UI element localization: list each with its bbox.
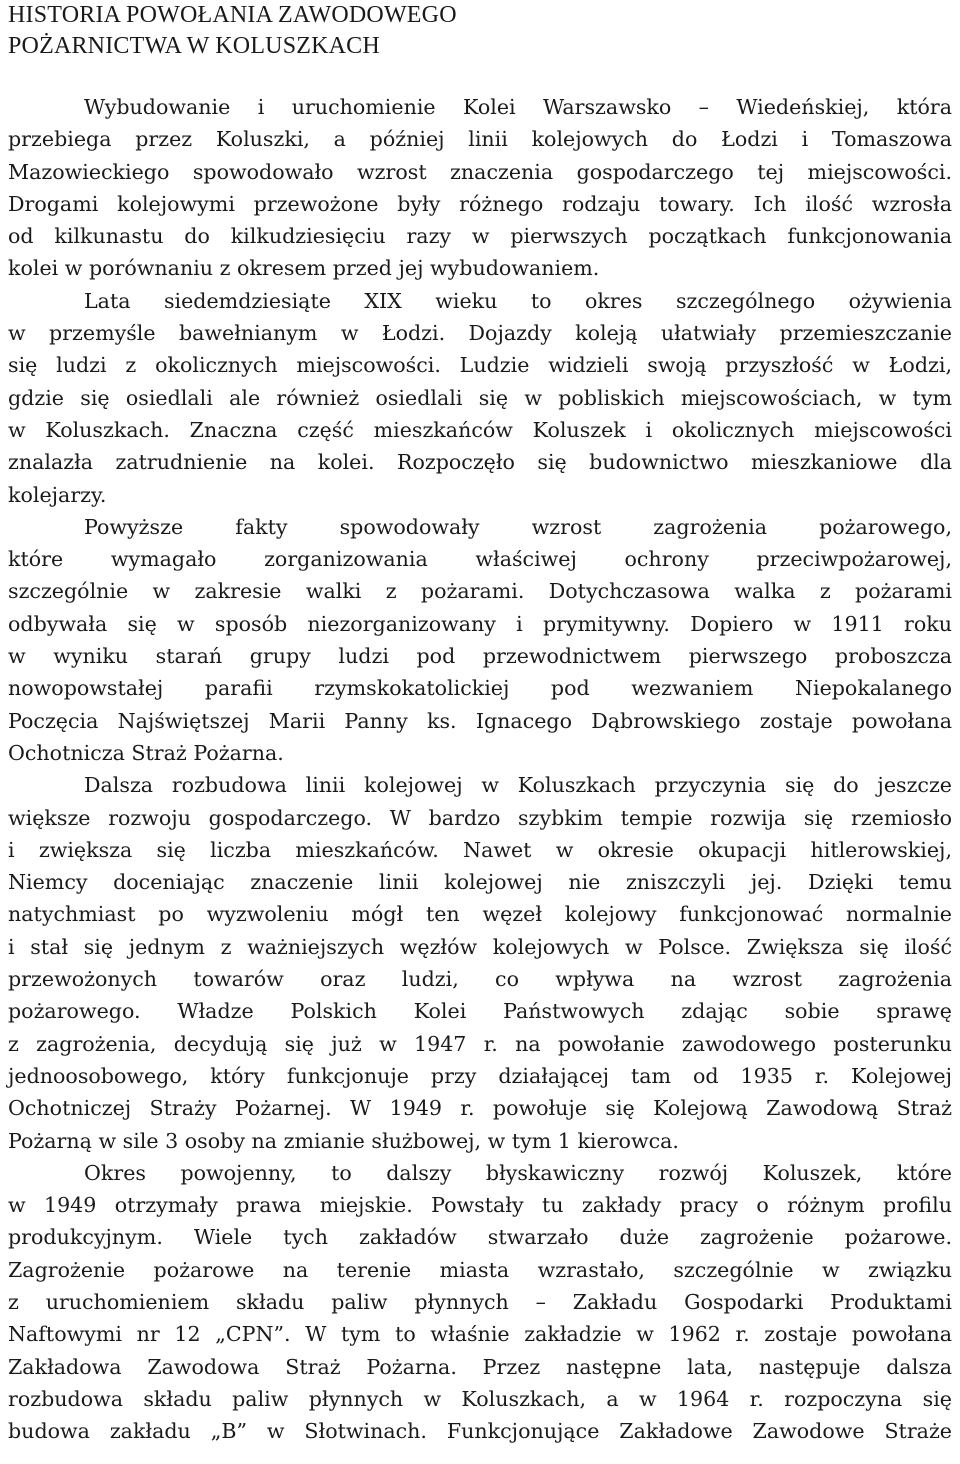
- text-line: z uruchomieniem składu paliw płynnych – Zakładu Gospodarki Produktami: [8, 1289, 952, 1314]
- text-line: [8, 188, 952, 220]
- text-line-part: Drogami kolejowymi przewożone były różnego rodzaju towary.: [8, 191, 754, 216]
- text-line: w przemyśle bawełnianym w Łodzi. Dojazdy koleją ułatwiały przemieszczanie: [8, 321, 952, 346]
- text-line: Zagrożenie pożarowe na terenie miasta wzrastało, szczególnie w związku: [8, 1257, 952, 1282]
- text-line: Lata siedemdziesiąte XIX wieku to okres szczególnego ożywienia: [84, 288, 952, 313]
- text-line: znalazła zatrudnienie na kolei. Rozpoczęło się budownictwo mieszkaniowe dla: [8, 450, 952, 475]
- text-line: Naftowymi nr 12 „CPN”. W tym to właśnie zakładzie w 1962 r. zostaje powołana: [8, 1322, 952, 1347]
- text-line: Pożarną w sile 3 osoby na zmianie służbowej, w tym 1 kierowca.: [8, 1128, 679, 1153]
- text-line: przebiega przez Koluszki, a później linii kolejowych do Łodzi i Tomaszowa: [8, 127, 952, 152]
- text-line: w wyniku starań grupy ludzi pod przewodnictwem pierwszego proboszcza: [8, 644, 952, 669]
- text-line: jednoosobowego, który funkcjonuje przy działającej tam od 1935 r. Kolejowej: [8, 1063, 952, 1088]
- document-title: [8, 0, 952, 62]
- text-line: w 1949 otrzymały prawa miejskie. Powstały tu zakłady pracy o różnym profilu: [8, 1193, 952, 1218]
- text-line: od kilkunastu do kilkudziesięciu razy w pierwszych początkach funkcjonowania: [8, 224, 952, 249]
- title-line-1: HISTORIA POWOŁANIA ZAWODOWEGO: [8, 2, 457, 28]
- text-line: gdzie się osiedlali ale również osiedlali się w pobliskich miejscowościach, w tym: [8, 385, 952, 410]
- text-line: i stał się jednym z ważniejszych węzłów kolejowych w Polsce. Zwiększa się ilość: [8, 934, 952, 959]
- text-line: odbywała się w sposób niezorganizowany i prymitywny. Dopiero w 1911 roku: [8, 611, 952, 636]
- text-line: Powyższe fakty spowodowały wzrost zagrożenia pożarowego,: [84, 514, 952, 539]
- text-line: większe rozwoju gospodarczego. W bardzo szybkim tempie rozwija się rzemiosło: [8, 805, 952, 830]
- text-line: rozbudowa składu paliw płynnych w Koluszkach, a w 1964 r. rozpoczyna się: [8, 1386, 952, 1411]
- text-line: Zakładowa Zawodowa Straż Pożarna. Przez następne lata, następuje dalsza: [8, 1354, 952, 1379]
- text-line: produkcyjnym. Wiele tych zakładów stwarzało duże zagrożenie pożarowe.: [8, 1225, 952, 1250]
- text-line: kolejarzy.: [8, 482, 107, 507]
- text-line: kolei w porównaniu z okresem przed jej wybudowaniem.: [8, 256, 600, 281]
- text-line: i zwiększa się liczba mieszkańców. Nawet w okresie okupacji hitlerowskiej,: [8, 837, 952, 862]
- text-line: Okres powojenny, to dalszy błyskawiczny rozwój Koluszek, które: [84, 1160, 952, 1185]
- text-line-part: Ich ilość wzrosła: [753, 191, 952, 216]
- document-body: [8, 91, 952, 1447]
- text-line: Poczęcia Najświętszej Marii Panny ks. Ignacego Dąbrowskiego zostaje powołana: [8, 708, 952, 733]
- text-line: pożarowego. Władze Polskich Kolei Państwowych zdając sobie sprawę: [8, 999, 952, 1024]
- document-page: [8, 0, 952, 1444]
- text-line: w Koluszkach. Znaczna część mieszkańców Koluszek i okolicznych miejscowości: [8, 417, 952, 442]
- text-line: szczególnie w zakresie walki z pożarami. Dotychczasowa walka z pożarami: [8, 579, 952, 604]
- text-line: Ochotnicza Straż Pożarna.: [8, 740, 284, 765]
- text-line: Dalsza rozbudowa linii kolejowej w Koluszkach przyczynia się do jeszcze: [84, 773, 952, 798]
- text-line: z zagrożenia, decydują się już w 1947 r. na powołanie zawodowego posterunku: [8, 1031, 952, 1056]
- text-line: Niemcy doceniając znaczenie linii kolejowej nie zniszczyli jej. Dzięki temu: [8, 870, 952, 895]
- text-line: nowopowstałej parafii rzymskokatolickiej pod wezwaniem Niepokalanego: [8, 676, 952, 701]
- text-line: Ochotniczej Straży Pożarnej. W 1949 r. powołuje się Kolejową Zawodową Straż: [8, 1096, 952, 1121]
- text-line: Mazowieckiego spowodowało wzrost znaczenia gospodarczego tej miejscowości.: [8, 159, 952, 184]
- text-line: się ludzi z okolicznych miejscowości. Ludzie widzieli swoją przyszłość w Łodzi,: [8, 353, 952, 378]
- title-line-2: POŻARNICTWA W KOLUSZKACH: [8, 33, 380, 59]
- text-line: natychmiast po wyzwoleniu mógł ten węzeł kolejowy funkcjonować normalnie: [8, 902, 952, 927]
- text-line: Wybudowanie i uruchomienie Kolei Warszawsko – Wiedeńskiej, która: [84, 95, 952, 119]
- text-line: przewożonych towarów oraz ludzi, co wpływa na wzrost zagrożenia: [8, 967, 952, 992]
- text-line: które wymagało zorganizowania właściwej ochrony przeciwpożarowej,: [8, 547, 952, 572]
- text-line: budowa zakładu „B” w Słotwinach. Funkcjonujące Zakładowe Zawodowe Straże: [8, 1419, 952, 1444]
